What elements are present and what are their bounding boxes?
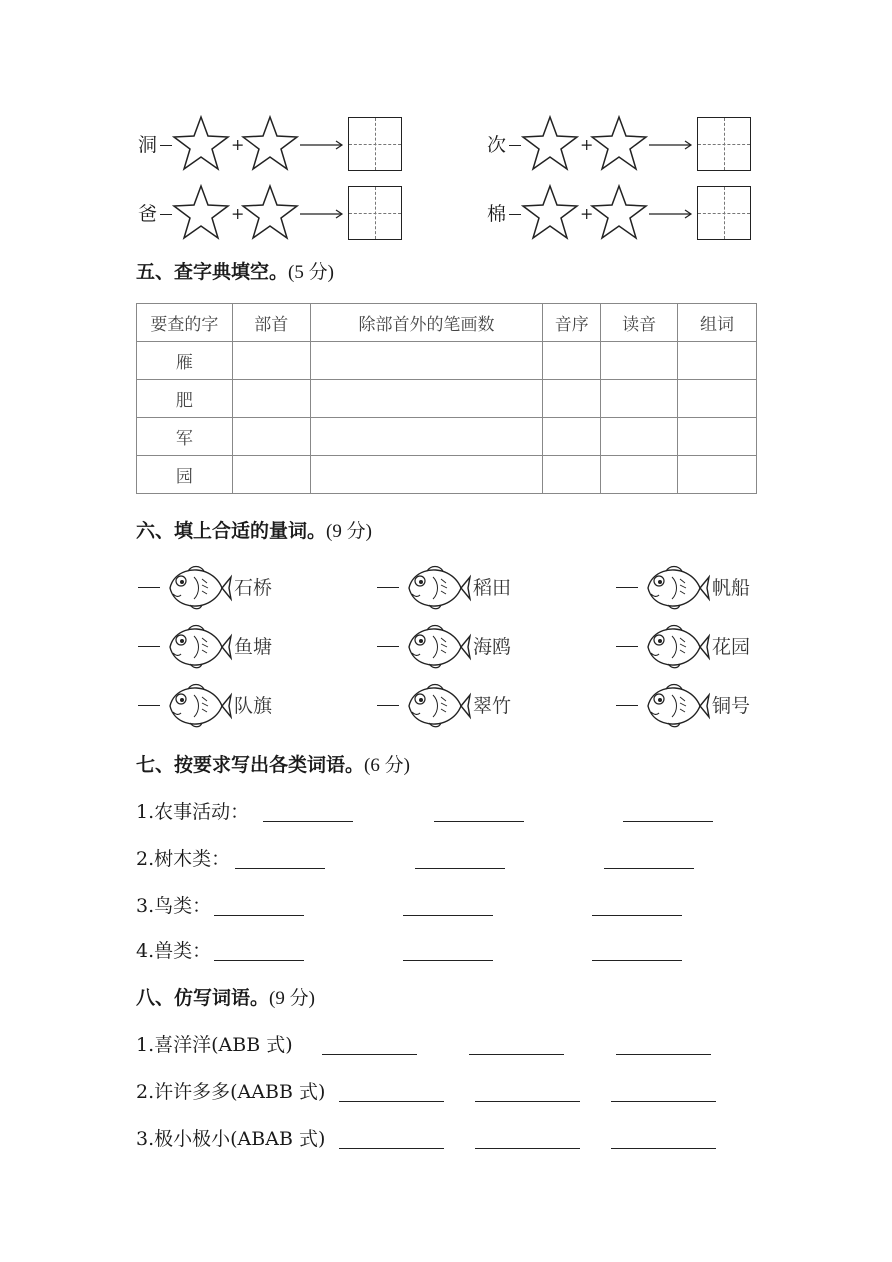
plus-sign: + <box>231 135 245 154</box>
plus-sign: + <box>580 204 594 223</box>
yi-dash <box>616 587 638 588</box>
star-answer-box[interactable] <box>521 115 579 173</box>
pattern-label: 2.许许多多(AABB 式) <box>136 1081 326 1103</box>
answer-cell[interactable] <box>601 456 678 494</box>
table-row <box>137 418 757 456</box>
answer-cell[interactable] <box>310 380 543 418</box>
arrow-right-icon <box>649 138 695 152</box>
writing-grid-box[interactable] <box>697 186 751 240</box>
heading-text: 五、查字典填空。 <box>136 261 289 283</box>
answer-cell[interactable] <box>543 342 601 380</box>
table-row <box>137 380 757 418</box>
fish-answer-icon[interactable] <box>403 681 471 731</box>
star-answer-box[interactable] <box>241 184 299 242</box>
answer-cell[interactable] <box>543 456 601 494</box>
answer-line[interactable] <box>616 1054 711 1055</box>
answer-line[interactable] <box>475 1101 580 1102</box>
table-header-row <box>137 304 757 342</box>
decompose-char: 棉 <box>487 203 507 225</box>
noun-word: 翠竹 <box>473 695 512 717</box>
answer-cell[interactable] <box>678 342 757 380</box>
heading-points: (6 分) <box>364 755 410 776</box>
answer-cell[interactable] <box>232 456 310 494</box>
decompose-char: 次 <box>487 134 507 156</box>
answer-line[interactable] <box>263 821 353 822</box>
fish-answer-icon[interactable] <box>642 681 710 731</box>
yi-dash <box>616 705 638 706</box>
answer-line[interactable] <box>339 1101 444 1102</box>
answer-cell[interactable] <box>601 380 678 418</box>
table-header: 音序 <box>543 304 601 342</box>
noun-word: 帆船 <box>712 577 751 599</box>
fish-answer-icon[interactable] <box>403 622 471 672</box>
yi-dash <box>138 646 160 647</box>
answer-line[interactable] <box>434 821 524 822</box>
answer-cell[interactable] <box>310 342 543 380</box>
table-row <box>137 456 757 494</box>
connector-line <box>160 145 172 146</box>
category-label: 1.农事活动： <box>136 801 250 823</box>
noun-word: 花园 <box>712 636 751 658</box>
table-header: 读音 <box>601 304 678 342</box>
answer-cell[interactable] <box>678 456 757 494</box>
table-row <box>137 342 757 380</box>
answer-cell[interactable] <box>601 418 678 456</box>
answer-cell[interactable] <box>310 418 543 456</box>
answer-cell[interactable] <box>232 342 310 380</box>
fish-answer-icon[interactable] <box>403 563 471 613</box>
heading-text: 六、填上合适的量词。 <box>136 520 327 542</box>
pattern-label: 3.极小极小(ABAB 式) <box>136 1128 326 1150</box>
category-label: 4.兽类： <box>136 940 212 962</box>
answer-cell[interactable] <box>543 380 601 418</box>
answer-line[interactable] <box>475 1148 580 1149</box>
section-heading <box>136 986 315 1011</box>
answer-cell[interactable] <box>601 342 678 380</box>
answer-line[interactable] <box>339 1148 444 1149</box>
table-char-cell: 军 <box>137 418 233 456</box>
writing-grid-box[interactable] <box>348 186 402 240</box>
yi-dash <box>377 587 399 588</box>
answer-cell[interactable] <box>543 418 601 456</box>
writing-grid-box[interactable] <box>697 117 751 171</box>
table-header: 要查的字 <box>137 304 233 342</box>
section-heading <box>136 260 334 285</box>
table-char-cell: 肥 <box>137 380 233 418</box>
connector-line <box>509 145 521 146</box>
answer-line[interactable] <box>235 868 325 869</box>
answer-line[interactable] <box>415 868 505 869</box>
connector-line <box>160 214 172 215</box>
answer-line[interactable] <box>592 915 682 916</box>
arrow-right-icon <box>300 207 346 221</box>
connector-line <box>509 214 521 215</box>
arrow-right-icon <box>649 207 695 221</box>
decompose-char: 洞 <box>138 134 158 156</box>
yi-dash <box>377 705 399 706</box>
star-answer-box[interactable] <box>521 184 579 242</box>
section-heading <box>136 519 372 544</box>
yi-dash <box>377 646 399 647</box>
answer-cell[interactable] <box>678 380 757 418</box>
yi-dash <box>616 646 638 647</box>
fish-answer-icon[interactable] <box>642 622 710 672</box>
answer-line[interactable] <box>214 960 304 961</box>
yi-dash <box>138 587 160 588</box>
star-answer-box[interactable] <box>590 115 648 173</box>
answer-line[interactable] <box>469 1054 564 1055</box>
noun-word: 铜号 <box>712 695 751 717</box>
plus-sign: + <box>580 135 594 154</box>
answer-cell[interactable] <box>310 456 543 494</box>
pattern-label: 1.喜洋洋(ABB 式) <box>136 1034 293 1056</box>
section-heading <box>136 753 410 778</box>
fish-answer-icon[interactable] <box>642 563 710 613</box>
star-answer-box[interactable] <box>172 184 230 242</box>
noun-word: 稻田 <box>473 577 512 599</box>
table-header: 除部首外的笔画数 <box>310 304 543 342</box>
arrow-right-icon <box>300 138 346 152</box>
noun-word: 海鸥 <box>473 636 512 658</box>
heading-points: (9 分) <box>269 988 315 1009</box>
table-char-cell: 雁 <box>137 342 233 380</box>
heading-text: 八、仿写词语。 <box>136 987 270 1009</box>
star-answer-box[interactable] <box>172 115 230 173</box>
fish-answer-icon[interactable] <box>164 681 232 731</box>
answer-cell[interactable] <box>232 380 310 418</box>
plus-sign: + <box>231 204 245 223</box>
answer-line[interactable] <box>403 915 493 916</box>
table-char-cell: 园 <box>137 456 233 494</box>
answer-line[interactable] <box>322 1054 417 1055</box>
noun-word: 队旗 <box>234 695 273 717</box>
category-label: 2.树木类： <box>136 848 231 870</box>
heading-points: (9 分) <box>326 521 372 542</box>
decompose-char: 爸 <box>138 203 158 225</box>
dictionary-table <box>136 303 757 494</box>
fish-answer-icon[interactable] <box>164 563 232 613</box>
answer-line[interactable] <box>611 1101 716 1102</box>
table-header: 组词 <box>678 304 757 342</box>
category-label: 3.鸟类： <box>136 895 212 917</box>
star-answer-box[interactable] <box>241 115 299 173</box>
fish-answer-icon[interactable] <box>164 622 232 672</box>
answer-line[interactable] <box>592 960 682 961</box>
answer-line[interactable] <box>611 1148 716 1149</box>
yi-dash <box>138 705 160 706</box>
noun-word: 石桥 <box>234 577 273 599</box>
answer-line[interactable] <box>623 821 713 822</box>
noun-word: 鱼塘 <box>234 636 273 658</box>
heading-text: 七、按要求写出各类词语。 <box>136 754 365 776</box>
star-answer-box[interactable] <box>590 184 648 242</box>
answer-line[interactable] <box>214 915 304 916</box>
table-header: 部首 <box>232 304 310 342</box>
heading-points: (5 分) <box>288 262 334 283</box>
writing-grid-box[interactable] <box>348 117 402 171</box>
answer-cell[interactable] <box>678 418 757 456</box>
answer-cell[interactable] <box>232 418 310 456</box>
answer-line[interactable] <box>403 960 493 961</box>
answer-line[interactable] <box>604 868 694 869</box>
